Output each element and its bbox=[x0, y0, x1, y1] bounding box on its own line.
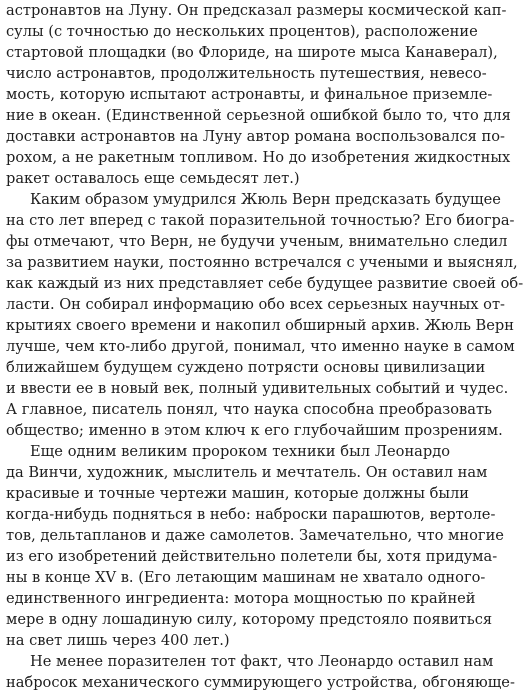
text-line: на сто лет вперед с такой поразительной точностью? Его биогра- bbox=[6, 212, 515, 229]
text-line: красивые и точные чертежи машин, которые должны были bbox=[6, 485, 469, 502]
text-line: из его изобретений действительно полетели бы, хотя придума- bbox=[6, 548, 498, 565]
text-line: на свет лишь через 400 лет.) bbox=[6, 632, 230, 649]
text-line: А главное, писатель понял, что наука способна преобразовать bbox=[6, 401, 492, 418]
text-line: лучше, чем кто-либо другой, понимал, что именно науке в самом bbox=[6, 338, 515, 355]
text-line: крытиях своего времени и накопил обширный архив. Жюль Верн bbox=[6, 317, 514, 334]
text-line: стартовой площадки (во Флориде, на широте мыса Канаверал), bbox=[6, 44, 498, 61]
text-line: число астронавтов, продолжительность путешествия, невесо- bbox=[6, 65, 487, 82]
text-line: мость, которую испытают астронавты, и финальное приземле- bbox=[6, 86, 493, 103]
text-line: ракет оставалось еще семьдесят лет.) bbox=[6, 170, 300, 187]
text-line: ны в конце XV в. (Его летающим машинам не хватало одного- bbox=[6, 569, 486, 586]
text-line: фы отмечают, что Верн, не будучи ученым, внимательно следил bbox=[6, 233, 508, 250]
text-line: доставки астронавтов на Луну автор романа воспользовался по- bbox=[6, 128, 505, 145]
paragraph-first-line: Еще одним великим пророком техники был Леонардо bbox=[30, 443, 450, 460]
text-line: да Винчи, художник, мыслитель и мечтатель. Он оставил нам bbox=[6, 464, 488, 481]
text-line: сулы (с точностью до нескольких процентов), расположение bbox=[6, 23, 478, 40]
text-line: за развитием науки, постоянно встречался с учеными и выяснял, bbox=[6, 254, 518, 271]
text-line: ближайшем будущем суждено потрясти основы цивилизации bbox=[6, 359, 486, 376]
text-line: мере в одну лошадиную силу, которому предстояло появиться bbox=[6, 611, 493, 628]
text-line: общество; именно в этом ключ к его глубочайшим прозрениям. bbox=[6, 422, 503, 439]
text-line: как каждый из них представляет себе будущее развитие своей об- bbox=[6, 275, 523, 292]
text-line: единственного ингредиента: мотора мощностью по крайней bbox=[6, 590, 476, 607]
text-line: и ввести ее в новый век, полный удивительных событий и чудес. bbox=[6, 380, 509, 397]
text-line: ние в океан. (Единственной серьезной ошибкой было то, что для bbox=[6, 107, 511, 124]
paragraph-first-line: Не менее поразителен тот факт, что Леонардо оставил нам bbox=[30, 653, 494, 670]
text-line: когда-нибудь подняться в небо: наброски парашютов, вертоле- bbox=[6, 506, 496, 523]
text-line: ласти. Он собирал информацию обо всех серьезных научных от- bbox=[6, 296, 505, 313]
text-line: набросок механического суммирующего устройства, обгоняюще- bbox=[6, 674, 515, 691]
text-line: рохом, а не ракетным топливом. Но до изобретения жидкостных bbox=[6, 149, 511, 166]
text-line: тов, дельтапланов и даже самолетов. Замечательно, что многие bbox=[6, 527, 504, 544]
text-line: астронавтов на Луну. Он предсказал размеры космической кап- bbox=[6, 2, 507, 19]
paragraph-first-line: Каким образом умудрился Жюль Верн предсказать будущее bbox=[30, 191, 501, 208]
